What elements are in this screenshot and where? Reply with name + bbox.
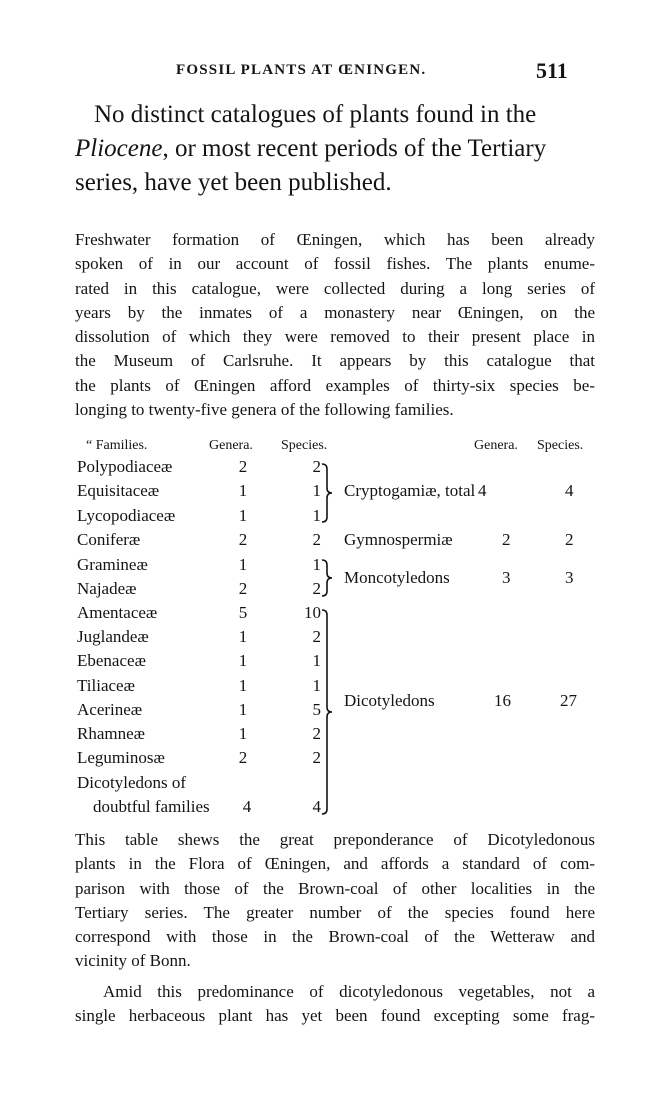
family-name: Lycopodiaceæ xyxy=(77,506,176,525)
species-count: 2 xyxy=(312,748,321,767)
family-name: Tiliaceæ xyxy=(77,676,135,695)
genera-count: 5 xyxy=(238,603,248,622)
body-paragraph-2 xyxy=(75,828,595,974)
family-name: Equisitaceæ xyxy=(77,481,160,500)
family-name: Gramineæ xyxy=(77,555,148,574)
family-name: Juglandeæ xyxy=(77,627,149,646)
italic-term: Pliocene xyxy=(75,135,163,162)
text-line: This table shews the great preponderance of Dicotyledonous xyxy=(75,830,595,849)
lead-line: Pliocene, or most recent periods of the Tertiary xyxy=(75,135,547,162)
text-line: dissolution of which they were removed to their present place in xyxy=(75,327,595,347)
header-genera-group: Genera. xyxy=(474,438,518,453)
species-count: 10 xyxy=(304,603,321,622)
text-line: vicinity of Bonn. xyxy=(75,951,191,971)
group-genera: 3 xyxy=(502,568,511,587)
genera-count: 1 xyxy=(238,676,248,695)
group-species: 4 xyxy=(565,481,574,500)
group-species: 27 xyxy=(560,691,577,710)
group-label: Moncotyledons xyxy=(344,568,450,587)
family-name: doubtful families xyxy=(93,797,210,816)
species-count: 2 xyxy=(312,579,321,598)
genera-count: 1 xyxy=(238,481,248,500)
lead-line: series, have yet been published. xyxy=(75,169,392,196)
group-species: 3 xyxy=(565,568,574,587)
genera-count: 1 xyxy=(238,506,248,525)
group-label: Dicotyledons xyxy=(344,691,435,710)
genera-count: 1 xyxy=(238,651,248,670)
text-line: the Museum of Carlsruhe. It appears by this catalogue that xyxy=(75,351,595,371)
genera-count: 1 xyxy=(238,700,248,719)
text-line: single herbaceous plant has yet been found excepting some frag- xyxy=(75,1006,595,1026)
group-genera: 2 xyxy=(502,530,511,549)
header-families: “ Families. xyxy=(86,438,148,453)
family-name: Leguminosæ xyxy=(77,748,165,767)
group-label: Cryptogamiæ, total xyxy=(344,481,476,500)
text-line: Freshwater formation of Œningen, which has been already xyxy=(75,230,595,249)
genera-count: 2 xyxy=(238,748,248,767)
species-count: 4 xyxy=(312,797,321,816)
text-line: parison with those of the Brown-coal of other localities in the xyxy=(75,878,595,898)
text-line: Amid this predominance of dicotyledonous vegetables, not a xyxy=(103,982,595,1001)
genera-count: 1 xyxy=(238,627,248,646)
genera-count: 2 xyxy=(238,530,248,549)
family-name: Dicotyledons of xyxy=(77,773,187,792)
family-name: Acerineæ xyxy=(77,700,143,719)
family-name: Amentaceæ xyxy=(77,603,158,622)
species-count: 5 xyxy=(312,700,321,719)
running-title: FOSSIL PLANTS AT ŒNINGEN. xyxy=(176,62,427,78)
genera-count: 1 xyxy=(238,724,248,743)
group-label: Gymnospermiæ xyxy=(344,530,453,549)
genera-count: 1 xyxy=(238,555,248,574)
header-species-group: Species. xyxy=(537,438,584,453)
species-count: 2 xyxy=(312,457,321,476)
family-name: Polypodiaceæ xyxy=(77,457,173,476)
species-count: 1 xyxy=(312,506,321,525)
text-line: rated in this catalogue, were collected during a long series of xyxy=(75,278,595,298)
text-line: the plants of Œningen afford examples of thirty-six species be- xyxy=(75,375,595,395)
text-line: spoken of in our account of fossil fishes. The plants enume- xyxy=(75,254,595,274)
lead-line: No distinct catalogues of plants found in the xyxy=(94,101,537,128)
dicotyledons-brace xyxy=(322,610,332,814)
group-genera: 16 xyxy=(494,691,511,710)
species-count: 1 xyxy=(312,651,321,670)
text-line: years by the inmates of a monastery near Œningen, on the xyxy=(75,302,595,322)
body-paragraph-3 xyxy=(75,980,595,1029)
text-line: Tertiary series. The greater number of the species found here xyxy=(75,902,595,922)
monocotyledons-brace xyxy=(322,560,332,596)
header-genera: Genera. xyxy=(209,438,253,453)
family-name: Coniferæ xyxy=(77,530,141,549)
family-name: Najadeæ xyxy=(77,579,137,598)
genera-count: 2 xyxy=(238,457,248,476)
text-line: correspond with those in the Brown-coal of the Wetteraw and xyxy=(75,927,595,947)
group-species: 2 xyxy=(565,530,574,549)
text-line: longing to twenty-five genera of the following families. xyxy=(75,400,454,420)
species-count: 1 xyxy=(312,481,321,500)
species-count: 2 xyxy=(312,724,321,743)
header-species: Species. xyxy=(281,438,328,453)
species-count: 1 xyxy=(312,676,321,695)
species-count: 2 xyxy=(312,627,321,646)
page-number: 511 xyxy=(536,58,568,83)
family-name: Rhamneæ xyxy=(77,724,145,743)
cryptogamiae-brace xyxy=(322,464,332,522)
text-line: plants in the Flora of Œningen, and affords a standard of com- xyxy=(75,854,595,874)
group-genera: 4 xyxy=(478,481,487,500)
genera-count: 2 xyxy=(238,579,248,598)
species-count: 2 xyxy=(312,530,321,549)
genera-count: 4 xyxy=(242,797,252,816)
species-count: 1 xyxy=(312,555,321,574)
family-name: Ebenaceæ xyxy=(77,651,146,670)
